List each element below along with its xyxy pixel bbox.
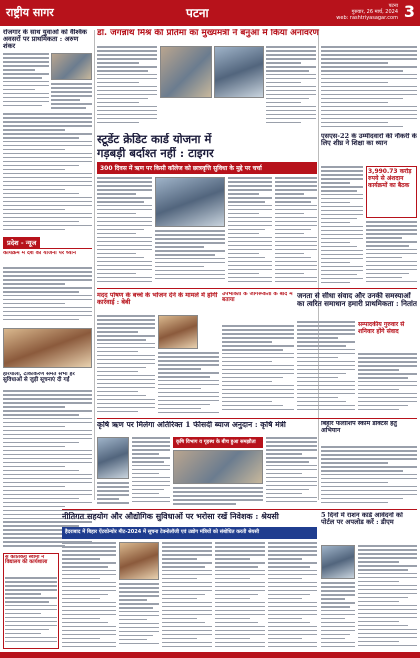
article-text — [358, 545, 417, 650]
article-text — [162, 542, 212, 650]
highlight-line: कार्यक्रमों का बैठक — [368, 182, 410, 189]
edition-city: पटना — [186, 6, 209, 20]
dm-photo — [321, 545, 355, 579]
story-headline: रोजगार के साथ युवाओं को वैश्विक अवसरों पर प्राथमिकता : अरुण शंकर — [3, 29, 87, 50]
meeting-photo — [155, 177, 225, 227]
section-tag: प्रदेश - न्यूज — [3, 237, 40, 248]
article-text — [97, 46, 157, 126]
paper-name: राष्ट्रीय सागर — [6, 6, 54, 19]
pull-quote: सम्पादकीय गुरुवार से शनिवार होंगे संवाद — [358, 321, 405, 335]
right-headline: एसएस-22 के उम्मीदवारों की नौकरी के लिए शीघ्र ने शिक्षा का ध्यान — [321, 133, 417, 147]
article-text — [51, 83, 92, 111]
article-text — [119, 583, 159, 650]
news-photo — [3, 328, 92, 368]
bottom-headline: नीतिगत सहयोग और औद्योगिक सुविधाओं पर भरोसा रखें निवेशक : श्रेयसी — [62, 512, 279, 521]
highlight-amount: 3,990.73 करोड़ — [368, 168, 412, 175]
page-footer-bar — [0, 652, 420, 658]
article-text — [268, 542, 317, 650]
page-header — [0, 0, 420, 26]
article-text — [321, 166, 363, 286]
article-text — [5, 577, 57, 647]
article-text — [3, 53, 49, 111]
minister-photo — [97, 437, 129, 479]
main-story-band: 300 दिवस में ऋण पर किसी कॉलेज को छात्रवृत्ति सुविधा के मुद्दे पर चर्चा — [97, 162, 317, 174]
farm-band: कृषि विभाग व गृहस्थ के बीच हुआ समझौता — [173, 437, 263, 448]
section-rule — [97, 418, 417, 419]
story-headline: मदद पोषण के बच्चे के भोजन देने के मामले में होगी कार्रवाई : बेबी — [97, 292, 218, 306]
article-text — [97, 315, 155, 415]
highlight-box-text — [368, 168, 416, 216]
article-text — [62, 542, 116, 650]
meta-date: गुरुवार, 26 मार्च, 2024 — [351, 9, 398, 15]
page-number: 3 — [403, 2, 415, 21]
right-lower-headline: बिहार फेलोशिप स्कीम डॉक्टर्स हेतु अभियान — [321, 421, 397, 434]
article-text — [3, 113, 92, 235]
story-headline: हरियाली, टीकाकरण समेत सभी हर सुविधाओं से जुड़ी सूचनाएं दी गईं — [3, 372, 75, 383]
agreement-photo — [173, 450, 263, 484]
farm-headline: कृषि ऋण पर मिलेगा अतिरिक्त 1 फीसदी ब्याज अनुदान : कृषि मंत्री — [97, 421, 286, 429]
article-text — [321, 46, 417, 130]
article-text — [132, 437, 170, 506]
story-headline: उपभोक्ता के जागरूकता के बाद में बताया — [222, 292, 293, 303]
article-text — [275, 177, 317, 285]
meta-web: web: rashtriyasagar.com — [336, 15, 398, 21]
article-text — [297, 321, 355, 415]
article-text — [228, 177, 272, 285]
top-headline: डॉ. जगन्नाथ मिश्र की प्रतिमा का मुख्यमंत्री ने बनुआ में किया अनावरण — [97, 29, 319, 38]
portrait-photo — [119, 542, 159, 580]
section-rule — [62, 509, 417, 510]
story-headline: सं कार्तिकेय स्वामी ने विद्यालय की कार्यशाला — [5, 555, 48, 566]
article-text — [321, 446, 417, 506]
article-text — [155, 230, 225, 285]
article-text — [366, 221, 417, 286]
article-text — [358, 353, 417, 415]
bottom-band: हैदराबाद में बिहार ऐंटरप्रेन्योर मीट-2024 में सूचना टेक्नोलॉजी एवं उद्योग मंत्रियों को संबोधित करती श्रेयसी — [62, 527, 317, 539]
article-text — [3, 267, 92, 325]
article-text — [173, 487, 263, 506]
article-text — [321, 582, 355, 650]
bottom-right-headline: 5 दिनों में राशन कार्ड आवेदनों को पोर्टल पर अपलोड करें : डीएम — [321, 512, 403, 526]
right-mid-headline: जनता से सीधा संवाद और उनकी समस्याओं का त्वरित समाधान हमारी प्राथमिकता : नितांत — [297, 292, 417, 308]
section-rule — [3, 248, 92, 249]
statue-photo — [160, 46, 212, 98]
article-text — [3, 390, 92, 550]
article-text — [266, 46, 316, 126]
story-headline: कार्यक्रम में देश की योजना पर ध्यान — [3, 251, 76, 256]
column-rule — [318, 30, 319, 500]
article-text — [266, 437, 317, 506]
article-text — [215, 542, 265, 650]
news-photo — [51, 53, 92, 80]
edition-meta — [336, 3, 398, 21]
photo-caption — [160, 100, 264, 112]
main-headline-line1: स्टूडेंट क्रेडिट कार्ड योजना में — [97, 133, 212, 146]
main-headline-line2: गड़बड़ी बर्दाश्त नहीं : टाइगर — [97, 147, 214, 160]
ceremony-photo — [214, 46, 264, 98]
column-rule — [94, 30, 95, 500]
portrait-photo — [158, 315, 198, 349]
article-text — [97, 482, 129, 506]
article-text — [222, 325, 294, 415]
article-text — [158, 352, 219, 415]
section-rule — [97, 288, 417, 289]
meta-city: पटना — [388, 3, 398, 9]
highlight-line: रुपये से अंशदान — [368, 175, 404, 182]
article-text — [97, 177, 152, 285]
